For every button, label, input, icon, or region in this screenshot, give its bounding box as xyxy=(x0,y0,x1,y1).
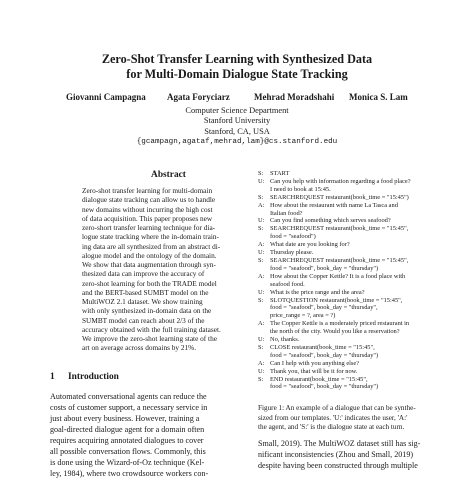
speaker-label: S: xyxy=(258,225,264,233)
utterance-line: food = "seafood") xyxy=(270,233,316,241)
utterance-line: START xyxy=(270,170,290,177)
utterance-line: Can I help with you anything else? xyxy=(270,359,360,367)
speaker-label: U: xyxy=(258,177,265,185)
speaker-label: A: xyxy=(258,201,265,209)
affiliation-city: Stanford, CA, USA xyxy=(204,126,270,136)
intro-line: just about every business. However, training a xyxy=(50,414,200,423)
speaker-label: A: xyxy=(258,320,265,328)
speaker-label: S: xyxy=(258,256,264,264)
dialogue-turn xyxy=(258,297,448,321)
abstract-line: zero-shot learning for both the TRADE model xyxy=(82,278,217,288)
dialogue-turn xyxy=(258,170,448,178)
abstract-line: new domains without incurring the high cost xyxy=(82,204,213,214)
affiliation-dept: Computer Science Department xyxy=(185,106,289,115)
abstract-line: with only synthesized in-domain data on the xyxy=(82,306,212,316)
utterance-line: How about the restaurant with name La Tasca and xyxy=(270,201,398,209)
utterance-line: Thank you, that will be it for now. xyxy=(270,367,358,375)
utterance-line: seafood food. xyxy=(270,280,305,288)
abstract-heading: Abstract xyxy=(151,170,186,180)
utterance-line: SEARCHREQUEST restaurant(book_time = "15:45", xyxy=(270,256,409,264)
title-line-1: Zero-Shot Transfer Learning with Synthesized Data xyxy=(101,52,373,66)
abstract-line: of data acquisition. This paper proposes new xyxy=(82,213,213,223)
intro-line: costs of customer support, a necessary service in xyxy=(50,403,208,412)
utterance-line: No, thanks. xyxy=(270,336,300,344)
speaker-label: S: xyxy=(258,343,264,351)
caption-line: Figure 1: An example of a dialogue that can be synthe- xyxy=(258,404,416,412)
dialogue-turn xyxy=(258,360,448,368)
utterance-line: What date are you looking for? xyxy=(270,241,350,249)
title-line-2: for Multi-Domain Dialogue State Tracking xyxy=(126,67,348,81)
dialogue-turn xyxy=(258,273,448,289)
speaker-label: U: xyxy=(258,288,265,296)
utterance-line: I need to book at 15:45. xyxy=(270,185,331,193)
utterance-line: food = "seafood", book_day = "thursday") xyxy=(270,264,379,272)
utterance-line: SEARCHREQUEST restaurant(book_time = "15:45") xyxy=(270,193,409,201)
intro-line: is done using the Wizard-of-Oz technique (Kel- xyxy=(50,458,205,467)
utterance-line: SEARCHREQUEST restaurant(book_time = "15:45", xyxy=(270,225,409,233)
abstract-line: dialogue state tracking can allow us to handle xyxy=(82,195,216,205)
speaker-label: U: xyxy=(258,249,265,257)
utterance-line: food = "seafood", book_day = "thursday", xyxy=(270,304,378,312)
utterance-line: SLOTQUESTION restaurant(book_time = "15:45", xyxy=(270,296,403,304)
abstract-line: logue state tracking where the in-domain train- xyxy=(82,232,219,242)
abstract-line: ing data are all synthesized from an abstract di- xyxy=(82,241,221,251)
affiliation xyxy=(0,106,474,147)
utterance-line: CLOSE restaurant(book_time = "15:45", xyxy=(270,343,375,351)
introduction-body xyxy=(50,391,243,479)
utterance-line: END restaurant(book_time = "15:45", xyxy=(270,375,368,383)
intro-line: requires acquiring annotated dialogues to cover xyxy=(50,436,204,445)
abstract-line: MultiWOZ 2.1 dataset. We show training xyxy=(82,297,203,306)
caption-line: the agent, and 'S:' is the dialogue state at each turn. xyxy=(258,423,405,431)
intro-line: ley, 1984), where two crowdsource workers con- xyxy=(50,469,209,478)
utterance-line: The Copper Kettle is a moderately priced restaurant in xyxy=(270,320,410,328)
dialogue-turn xyxy=(258,368,448,376)
abstract-body xyxy=(82,186,255,353)
speaker-label: U: xyxy=(258,336,265,344)
utterance-line: food = "seafood", book_day = "thursday") xyxy=(270,383,379,391)
dialogue-turn xyxy=(258,344,448,360)
author-emails: {gcampagn,agataf,mehrad,lam}@cs.stanford.edu xyxy=(136,137,338,146)
utterance-line: Italian food? xyxy=(270,209,303,217)
figure-caption xyxy=(258,404,450,433)
dialogue-turn xyxy=(258,249,448,257)
dialogue-turn xyxy=(258,289,448,297)
body-line: despite having been constructed through multiple xyxy=(258,461,418,470)
affiliation-univ: Stanford University xyxy=(203,116,271,126)
dialogue-turn xyxy=(258,336,448,344)
author-1: Giovanni Campagna xyxy=(66,92,146,102)
speaker-label: S: xyxy=(258,375,264,383)
utterance-line: the north of the city. Would you like a reservation? xyxy=(270,328,400,336)
dialogue-turn xyxy=(258,178,448,194)
speaker-label: A: xyxy=(258,241,265,249)
dialogue-turn xyxy=(258,257,448,273)
intro-line: Automated conversational agents can reduce the xyxy=(50,392,207,401)
section-title: Introduction xyxy=(68,372,119,382)
body-line: Small, 2019). The MultiWOZ dataset still has sig- xyxy=(258,439,421,448)
abstract-line: Zero-shot transfer learning for multi-domain xyxy=(82,186,213,195)
author-4: Monica S. Lam xyxy=(349,92,408,102)
caption-line: sized from our templates. 'U:' indicates the user, 'A:' xyxy=(258,413,408,422)
intro-line: goal-directed dialogue agent for a domain often xyxy=(50,425,205,434)
speaker-label: S: xyxy=(258,296,264,304)
author-3: Mehrad Moradshahi xyxy=(254,92,335,102)
abstract-line: thesized data can improve the accuracy of xyxy=(82,269,205,279)
abstract-line: accuracy obtained with the full training dataset. xyxy=(82,324,221,334)
utterance-line: What is the price range and the area? xyxy=(270,288,365,296)
utterance-line: price_range = ?, area = ?) xyxy=(270,312,336,320)
body-line: nificant inconsistencies (Zhou and Small, 2019) xyxy=(258,450,414,459)
speaker-label: U: xyxy=(258,217,265,225)
abstract-line: zero-short transfer learning technique for dia- xyxy=(82,223,216,232)
speaker-label: S: xyxy=(258,170,264,177)
abstract-line: We improve the zero-shot learning state of the xyxy=(82,334,217,343)
abstract-line: and the BERT-based SUMBT model on the xyxy=(82,287,209,297)
dialogue-turn xyxy=(258,202,448,218)
right-column-text xyxy=(258,438,450,471)
abstract-line: We show that data augmentation through syn- xyxy=(82,260,216,269)
utterance-line: Thursday please. xyxy=(270,249,314,257)
dialogue-turn xyxy=(258,241,448,249)
dialogue-turn xyxy=(258,225,448,241)
dialogue-turn xyxy=(258,194,448,202)
speaker-label: A: xyxy=(258,272,265,280)
utterance-line: Can you help with information regarding a food place? xyxy=(270,177,411,185)
speaker-label: S: xyxy=(258,193,264,201)
section-heading xyxy=(50,372,119,382)
intro-line: all possible conversation flows. Commonly, this xyxy=(50,447,206,456)
speaker-label: A: xyxy=(258,359,265,367)
paper-title xyxy=(0,52,474,82)
dialogue-turn xyxy=(258,376,448,392)
dialogue-turn xyxy=(258,320,448,336)
dialogue-turn xyxy=(258,217,448,225)
abstract-line: alogue model and the ontology of the domain. xyxy=(82,250,217,260)
dialogue-example-figure xyxy=(258,170,448,391)
abstract-line: art on average across domains by 21%. xyxy=(82,343,197,353)
utterance-line: food = "seafood", book_day = "thursday") xyxy=(270,351,379,359)
section-number: 1 xyxy=(50,372,55,382)
author-2: Agata Foryciarz xyxy=(167,92,230,102)
speaker-label: U: xyxy=(258,367,265,375)
abstract-line: SUMBT model can reach about 2/3 of the xyxy=(82,315,205,325)
utterance-line: Can you find something which serves seafood? xyxy=(270,217,391,225)
utterance-line: How about the Copper Kettle? It is a food place with xyxy=(270,272,406,280)
